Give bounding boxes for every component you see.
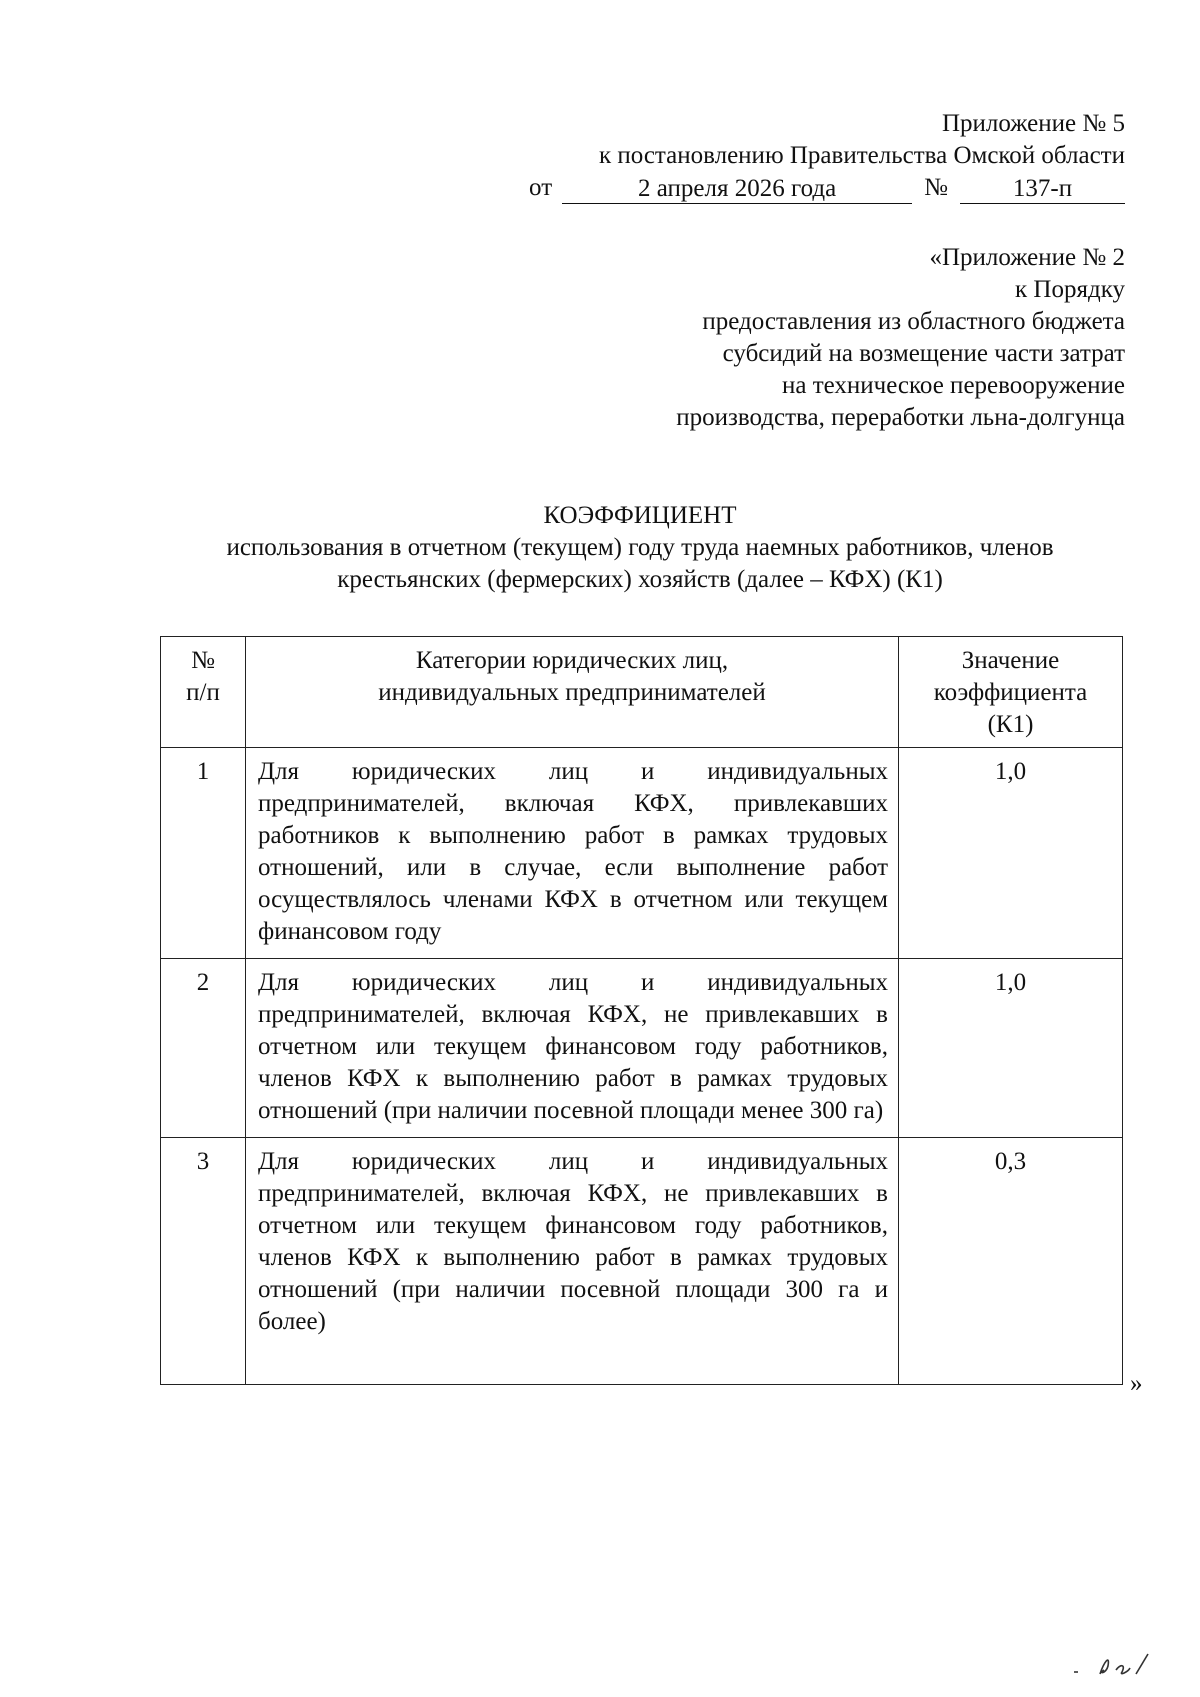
resolution-number: 137-п — [960, 175, 1125, 204]
appendix-2-line: предоставления из областного бюджета — [702, 308, 1125, 335]
closing-quote: » — [1130, 1370, 1143, 1397]
table-header-row — [161, 637, 1123, 748]
resolution-date: 2 апреля 2026 года — [562, 175, 912, 204]
row-value: 1,0 — [899, 748, 1123, 959]
header-value-line: Значение — [961, 647, 1060, 674]
date-number-line — [529, 172, 1125, 204]
header-value — [899, 637, 1123, 748]
table-row — [161, 959, 1123, 1138]
table-row — [161, 748, 1123, 959]
row-description: Для юридических лиц и индивидуальных предпринимателей, включая КФХ, не привлекавших в отчетном или текущем финансовом году работников, членов КФХ к выполнению работ в рамках трудовых отношений (при наличии посевной площади 300 га и более) — [246, 1138, 899, 1385]
header-category-line: Категории юридических лиц, — [415, 647, 729, 674]
from-label: от — [529, 174, 553, 201]
row-number: 3 — [161, 1138, 246, 1385]
appendix-5-title: Приложение № 5 — [941, 110, 1125, 137]
header-category-line: индивидуальных предпринимателей — [378, 679, 766, 706]
row-value: 0,3 — [899, 1138, 1123, 1385]
document-title — [150, 500, 1130, 596]
header-value-line: (К1) — [987, 711, 1034, 738]
number-label: № — [924, 174, 948, 201]
header-category — [246, 637, 899, 748]
row-number: 1 — [161, 748, 246, 959]
coefficient-table — [160, 636, 1123, 1385]
header-value-line: коэффициента — [933, 679, 1088, 706]
title-heading: КОЭФФИЦИЕНТ — [543, 502, 737, 529]
appendix-5-resolution: к постановлению Правительства Омской области — [598, 142, 1125, 169]
table-row — [161, 1138, 1123, 1385]
appendix-2-line: субсидий на возмещение части затрат — [722, 340, 1125, 367]
row-value: 1,0 — [899, 959, 1123, 1138]
appendix-2-header — [676, 242, 1125, 434]
appendix-5-header — [529, 108, 1125, 204]
row-description: Для юридических лиц и индивидуальных предпринимателей, включая КФХ, не привлекавших в отчетном или текущем финансовом году работников, членов КФХ к выполнению работ в рамках трудовых отношений (при наличии посевной площади менее 300 га) — [246, 959, 899, 1138]
header-number-line: № — [191, 647, 215, 674]
appendix-2-line: к Порядку — [1015, 276, 1125, 303]
title-line: крестьянских (фермерских) хозяйств (далее – КФХ) (К1) — [337, 566, 943, 593]
row-description: Для юридических лиц и индивидуальных предпринимателей, включая КФХ, привлекавших работников к выполнению работ в рамках трудовых отношений, или в случае, если выполнение работ осуществлялось членами КФХ в отчетном или текущем финансовом году — [246, 748, 899, 959]
appendix-2-line: производства, переработки льна-долгунца — [676, 404, 1125, 431]
appendix-2-line: на техническое перевооружение — [781, 372, 1125, 399]
handwritten-mark-icon — [1070, 1648, 1160, 1678]
appendix-2-line: «Приложение № 2 — [929, 244, 1125, 271]
header-number — [161, 637, 246, 748]
row-number: 2 — [161, 959, 246, 1138]
header-number-line: п/п — [186, 679, 220, 706]
title-line: использования в отчетном (текущем) году труда наемных работников, членов — [226, 534, 1054, 561]
